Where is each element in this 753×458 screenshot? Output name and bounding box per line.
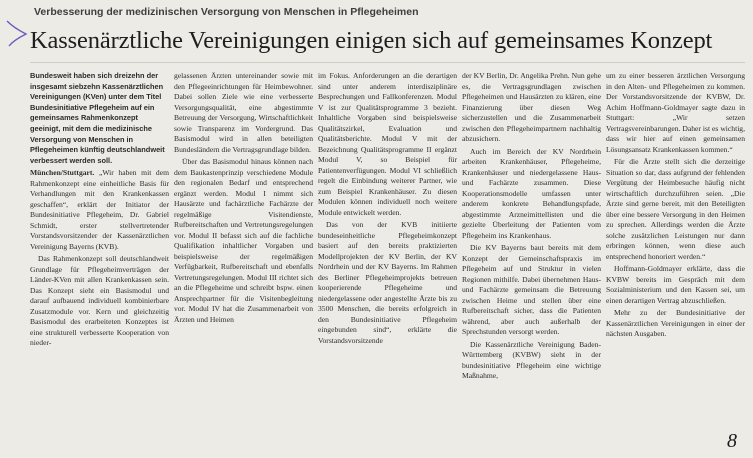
column-2 <box>174 71 313 452</box>
article-kicker: Verbesserung der medizinischen Versorgung von Menschen in Pflegeheimen <box>34 6 419 18</box>
paragraph-text: „Wir haben mit dem Rahmenkonzept eine einheitliche Basis für Verhandlungen mit den Krankenkassen geschaffen“, erklärt der Initiator der Bundesinitiative Pflegeheim, Dr. Gabriel Schmidt, erster stellvertretender Vorstandsvorsitzender der Kassenärztlichen Vereinigung Bayerns (KVB). <box>30 168 169 251</box>
paragraph: Die KV Bayerns baut bereits mit dem Konzept der Gemeinschaftspraxis im Pflegeheim auf und Struktur in vielen Regionen mithilfe. Dabei übernehmen Haus- und Fachärzte gemeinsam die Betreuung zwischen Heime und stellen über eine Rufbereitschaft sicher, dass die Patienten während, aber auch außerhalb der Sprechstunden versorgt werden. <box>462 243 601 336</box>
pen-mark-icon <box>4 18 30 48</box>
paragraph: Mehr zu der Bundesinitiative der Kassenärztlichen Vereinigungen in einer der nächsten Ausgaben. <box>606 308 745 338</box>
column-4 <box>462 71 601 452</box>
dateline: München/Stuttgart. <box>30 168 95 178</box>
paragraph: der KV Berlin, Dr. Angelika Prehn. Nun gehe es, die Vertragsgrundlagen zwischen Pflegeheimen und Hausärzten zu klären, eine Finanzierung über diesen Weg sicherzustellen und die Zusammenarbeit zwischen den Pflegeheimpartnern nachhaltig abzusichern. <box>462 71 601 143</box>
paragraph <box>30 168 169 252</box>
header-divider <box>30 62 745 63</box>
paragraph: Über das Basismodul hinaus können nach dem Baukastenprinzip verschiedene Module den regionalen Bedarf und entsprechend ergänzt werden. Modul I nimmt sich Hausärzte und fachärztliche Fachärzte der regelmäßige Visitendienste, Rufbereitschaften und Vertretungsregelungen vor. Modul II befasst sich auf die fachliche Qualifikation inhaltlicher Vorgaben und beispielsweise der regelmäßigen Verfügbarkeit, Rufbereitschaft und ebenfalls Vertretungsregelungen. Modul III richtet sich an die Pflegeheime und schreibt bspw. einen Ansprechpartner für die Visitenbegleitung vor. Modul IV hat die Zusammenarbeit von Ärzten und Heimen <box>174 157 313 324</box>
column-1 <box>30 71 169 452</box>
article-headline: Kassenärztliche Vereinigungen einigen sich auf gemeinsames Konzept <box>30 27 713 54</box>
article-body <box>30 71 745 452</box>
paragraph: Für die Ärzte stellt sich die derzeitige Situation so dar, dass aufgrund der fehlenden Vergütung der Heimbesuche häufig nicht wirtschaftlich durchzuführen seien. „Die Ärzte sind gerne bereit, mit den Beteiligten über eine bessere Versorgung in den Heimen zu sprechen. Allerdings werden die Ärzte solche zusätzlichen Leistungen nur dann erbringen können, wenn diese auch entsprechend honoriert werden.“ <box>606 157 745 261</box>
article-lead: Bundesweit haben sich dreizehn der insgesamt siebzehn Kassenärztlichen Vereinigungen (KVen) unter dem Titel Bundesinitiative Pflegeheim auf ein gemeinsames Rahmenkonzept geeinigt, mit dem die medizinische Versorgung von Menschen in Pflegeheimen künftig deutschlandweit verbessert werden soll. <box>30 71 165 165</box>
paragraph: Auch im Bereich der KV Nordrhein arbeiten Krankenhäuser, Pflegeheime, Krankenhäuser und niedergelassene Haus- und Fachärzte zusammen. Diese Kooperationsmodelle umfassen unter anderem konkrete Behandlungspfade, abgestimmte Arzneimittellisten und die gezielte Überleitung der Patienten vom Pflegeheim ins Krankenhaus. <box>462 146 601 240</box>
paragraph: Das von der KVB initiierte bundeseinheitliche Pflegeheimkonzept basiert auf den bereits praktizierten Modellprojekten der KV Berlin, der KV Nordrhein und der KV Bayerns. Im Rahmen des Berliner Pflegeheimprojekts betreuen kooperierende Pflegeheime und niedergelassene oder angestellte Ärzte bis zu 3500 Menschen, die bereits erfolgreich in den Bundesinitiative Pflegeheim eingebunden sind“, erklärte die Vorstandsvorsitzende <box>318 220 457 345</box>
paragraph: Das Rahmenkonzept soll deutschlandweit Grundlage für Pflegeheimverträgen der Länder-KVen mit allen Krankenkassen sein. Das Konzept sieht ein Basismodul und darauf aufbauend individuell kombinierbare Zusatzmodule vor. Kern und gleichzeitig Basismodul des erarbeiteten Konzeptes ist eine strukturell verbesserte Kooperation von nieder- <box>30 254 169 348</box>
paragraph: im Fokus. Anforderungen an die derartigen sind unter anderem interdisziplinäre Besprechungen und Fallkonferenzen. Modul V ist zur Qualitätsprogramme 3 bezieht. Inhaltliche Vorgaben sind beispielsweise Qualitätszirkel, Evaluation und Qualitätsberichte. Modul V mit der Bezeichnung Qualitätsprogramme II ergänzt Modul V, so Beispiel für Patientenverfügungen. Modul VI schließlich regelt die Einbindung weiterer Partner, wie zum Beispiel Krankenhäuser. Zu diesen Modulen können individuell noch weitere Module entwickelt werden. <box>318 71 457 217</box>
page-number: 8 <box>727 430 737 452</box>
paragraph: um zu einer besseren ärztlichen Versorgung in den Alten- und Pflegeheimen zu kommen. Der Vorstandsvorsitzende der KVBW, Dr. Achim Hoffmann-Goldmayer sagte dazu in Stuttgart: „Wir setzen Vertragsvereinbarungen. Daher ist es wichtig, dass wir hier auf einen gemeinsamen Lösungsansatz Krankenkassen kommen.“ <box>606 71 745 154</box>
column-3 <box>318 71 457 452</box>
paragraph: Hoffmann-Goldmayer erklärte, dass die KVBW bereits im Gespräch mit dem Sozialministerium und den Kassen sei, um einen derartigen Vertrag abzuschließen. <box>606 264 745 305</box>
paragraph: gelassenen Ärzten untereinander sowie mit den Pflegeeinrichtungen für Heimbewohner. Dabei sollen Ziele wie eine verbesserte Versorgungsqualität, eine abgestimmte Betreuung der Versorgung, Wirtschaftlichkeit sowie Transparenz im Vordergrund. Das Basismodul wird in allen beteiligten Bundesländern die Vertragsgrundlage bilden. <box>174 71 313 154</box>
column-5 <box>606 71 745 452</box>
paragraph: Die Kassenärztliche Vereinigung Baden-Württemberg (KVBW) sieht in der bundesinitiative Pflegeheim eine wichtige Maßnahme, <box>462 339 601 380</box>
